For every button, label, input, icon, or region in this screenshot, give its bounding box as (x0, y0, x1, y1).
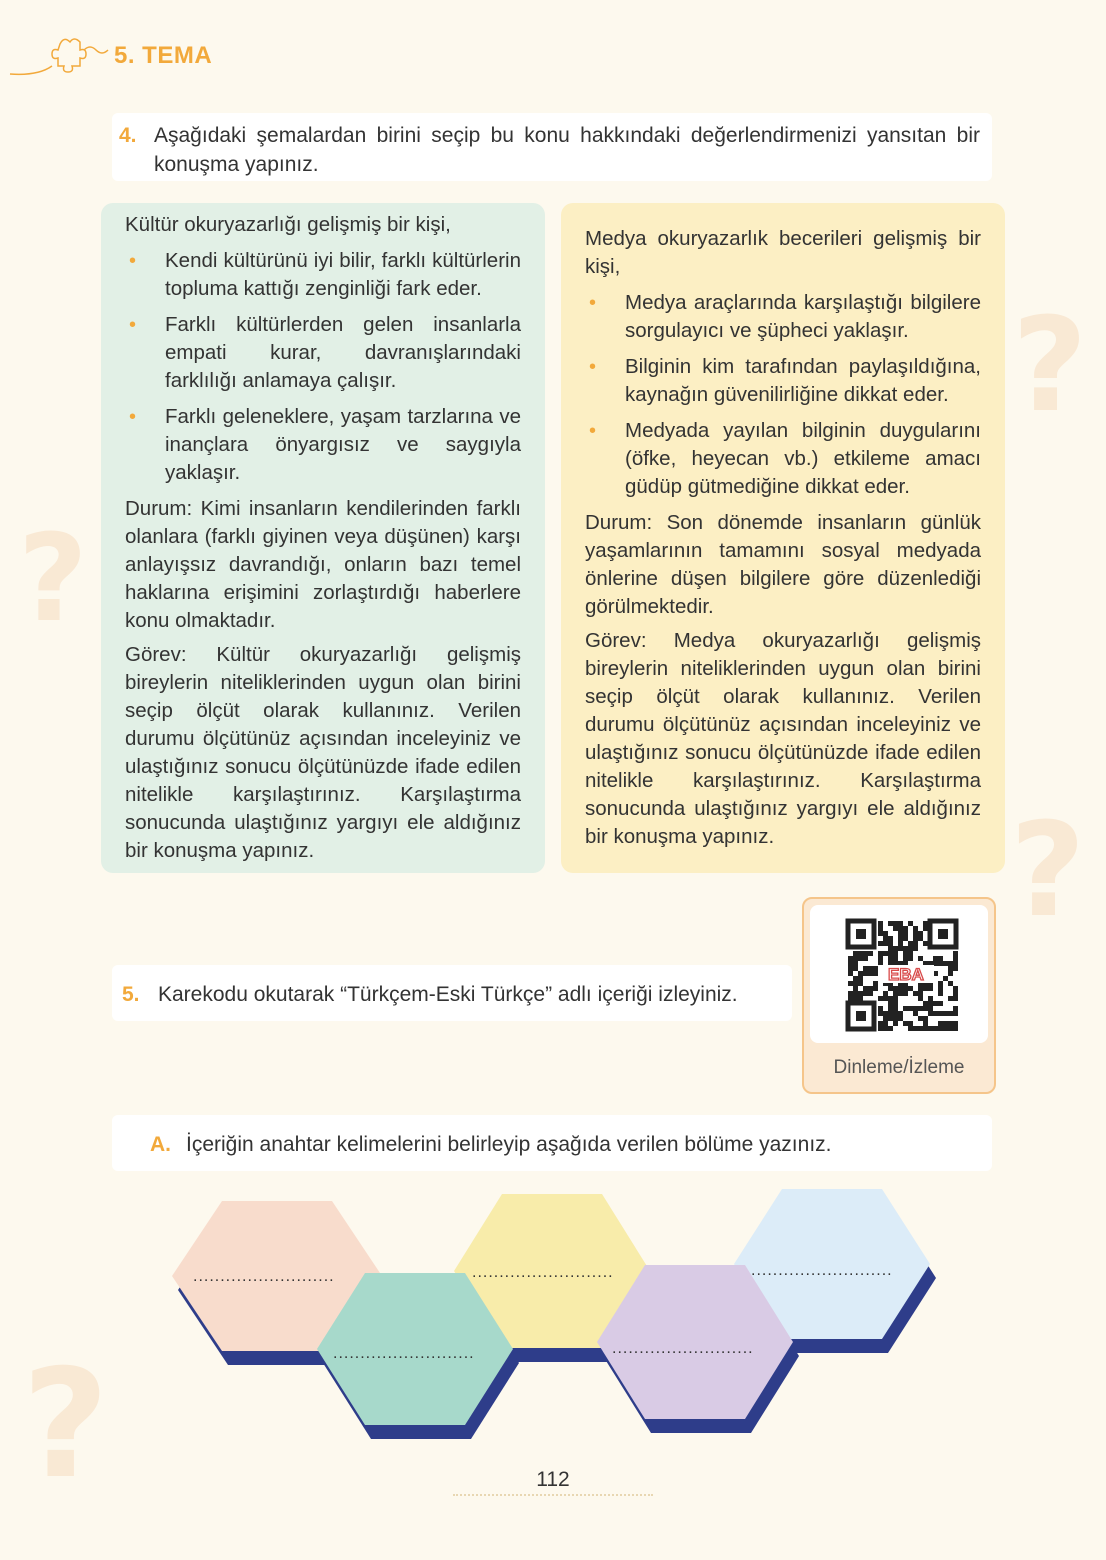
qr-code-icon (810, 905, 988, 1043)
task-label: Görev: (125, 643, 187, 666)
task-paragraph: Görev: Kültür okuryazarlığı gelişmiş bireylerin niteliklerinden uygun olan birini seçip ölçüt olarak kullanınız. Verilen durumu ölçütünüz açısından inceleyiniz ve ulaştığınız sonucu ölçütünüzde ifade edilen nitelikle karşılaştırınız. Karşılaştırma sonucunda ulaştığınız yargıyı ele aldığınız bir konuşma yapınız. (125, 643, 521, 862)
situation-paragraph: Durum: Son dönemde insanların günlük yaşamlarının tamamını sosyal medyada önlerine düşen bilgilere göre düzenlediği görülmektedir. (585, 511, 982, 618)
list-item: • Farklı kültürlerden gelen insanlarla empati kurar, davranışlarındaki farklılığı anlamaya çalışır. (129, 313, 521, 392)
keyword-blank-4[interactable]: .......................... (612, 1340, 754, 1357)
theme-title: 5. TEMA (114, 42, 213, 69)
list-item: • Medyada yayılan bilginin duygularını (öfke, heyecan vb.) etkileme amacı güdüp gütmediğine dikkat eder. (589, 419, 981, 498)
box-heading: Kültür okuryazarlığı gelişmiş bir kişi, (125, 213, 451, 236)
bullet-icon: • (589, 420, 597, 442)
keyword-blank-3[interactable]: .......................... (472, 1264, 614, 1281)
theme-header (8, 30, 228, 80)
keyword-hexagons (0, 1185, 1106, 1445)
situation-label: Durum: (585, 511, 653, 534)
task-label: Görev: (585, 629, 647, 652)
question-text: Karekodu okutarak “Türkçem-Eski Türkçe” adlı içeriği izleyiniz. (158, 983, 738, 1006)
question-mark-decoration-3: ? (18, 510, 88, 649)
keyword-blank-2[interactable]: .......................... (333, 1345, 475, 1362)
bullet-icon: • (589, 356, 597, 378)
page-number: 112 (536, 1468, 570, 1491)
bullet-list (585, 289, 981, 501)
question-5-bar (112, 965, 792, 1021)
question-mark-decoration-2: ? (1010, 794, 1086, 946)
question-mark-decoration-4: ? (22, 1338, 110, 1512)
question-letter: A. (150, 1133, 171, 1156)
qr-code[interactable] (810, 905, 988, 1043)
bullet-icon: • (129, 406, 137, 428)
puzzle-icon (8, 30, 118, 80)
culture-literacy-box (101, 203, 545, 873)
list-item: • Bilginin kim tarafından paylaşıldığına, kaynağın güvenilirliğine dikkat eder. (589, 355, 981, 406)
situation-paragraph: Durum: Kimi insanların kendilerinden farklı olanlara (farklı giyinen veya düşünen) karşı anlayışsız davrandığı, onların bazı temel haklarına erişimini zorlaştırdığı haberlere konu olmaktadır. (125, 497, 521, 632)
question-number: 4. (119, 124, 137, 147)
bullet-icon: • (589, 292, 597, 314)
question-4-bar (112, 113, 992, 181)
list-item: • Medya araçlarında karşılaştığı bilgilere sorgulayıcı ve şüpheci yaklaşır. (589, 291, 981, 342)
bullet-icon: • (129, 250, 137, 272)
task-paragraph: Görev: Medya okuryazarlığı gelişmiş bireylerin niteliklerinden uygun olan birini seçip ölçüt olarak kullanınız. Verilen durumu ölçütünüz açısından inceleyiniz ve ulaştığınız sonucu ölçütünüzde ifade edilen nitelikle karşılaştırınız. Karşılaştırma sonucunda ulaştığınız yargıyı ele aldığınız bir konuşma yapınız. (585, 629, 981, 848)
bullet-icon: • (129, 314, 137, 336)
eba-logo: EBA (888, 965, 924, 984)
question-number: 5. (122, 983, 140, 1006)
media-literacy-box (561, 203, 1005, 873)
bullet-list (125, 247, 521, 487)
question-text: Aşağıdaki şemalardan birini seçip bu konu hakkındaki değerlendirmenizi yansıtan bir konuşma yapınız. (154, 124, 980, 176)
list-item: • Kendi kültürünü iyi bilir, farklı kültürlerin topluma kattığı zenginliği fark eder. (129, 249, 521, 300)
situation-label: Durum: (125, 497, 193, 520)
keyword-blank-5[interactable]: .......................... (751, 1262, 893, 1279)
question-text: İçeriğin anahtar kelimelerini belirleyip aşağıda verilen bölüme yazınız. (186, 1133, 832, 1156)
page-number-divider (453, 1494, 653, 1499)
box-heading: Medya okuryazarlık becerileri gelişmiş bir kişi, (585, 227, 981, 278)
question-mark-decoration-1: ? (1012, 289, 1088, 441)
listening-watching-label: Dinleme/İzleme (833, 1057, 965, 1078)
qr-code-card[interactable] (802, 897, 996, 1094)
list-item: • Farklı geleneklere, yaşam tarzlarına ve inançlara önyargısız ve saygıyla yaklaşır. (129, 405, 521, 484)
keyword-blank-1[interactable]: .......................... (193, 1268, 335, 1285)
question-a-bar (112, 1115, 992, 1171)
